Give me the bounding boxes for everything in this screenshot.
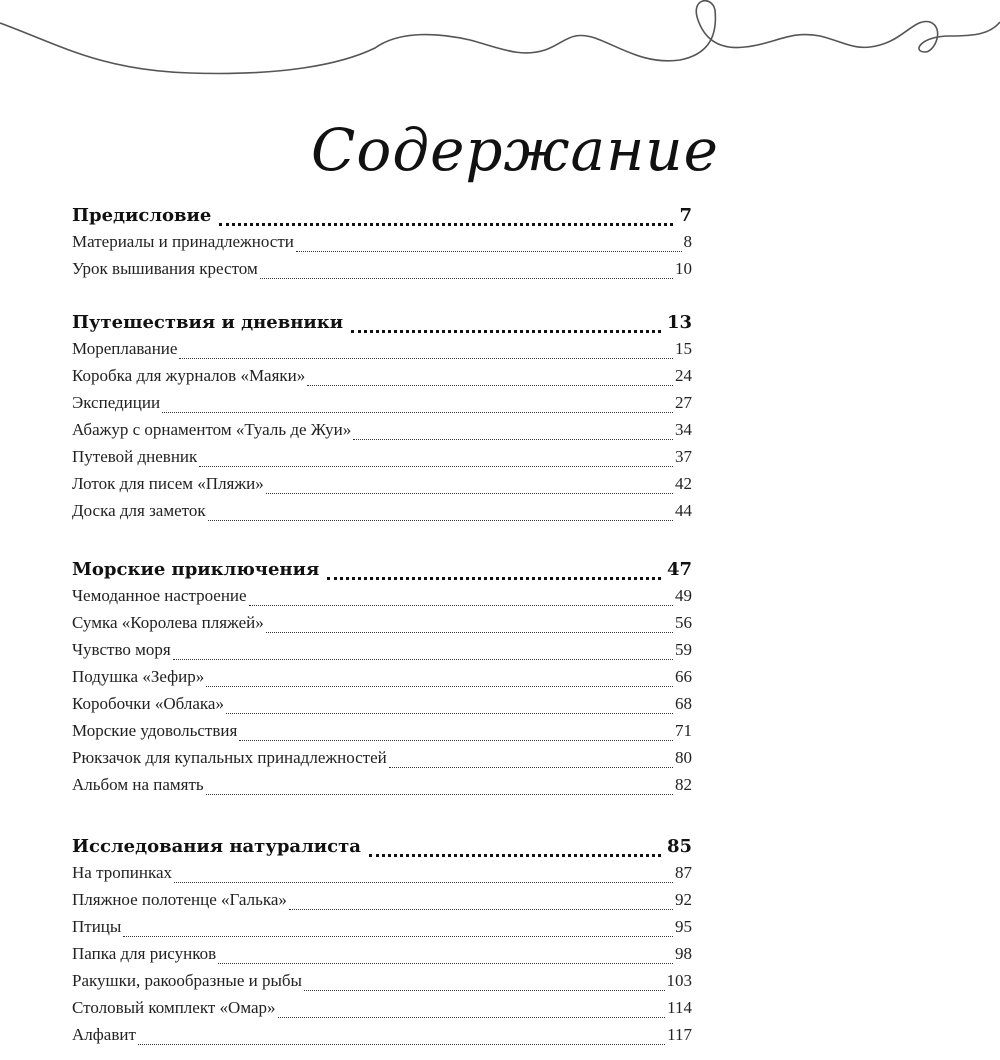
page-number: 15	[675, 339, 692, 358]
decorative-flourish	[0, 0, 1000, 80]
dot-leader	[327, 577, 661, 580]
dot-leader	[353, 439, 673, 440]
dot-leader	[296, 251, 682, 252]
toc-entry[interactable]	[72, 366, 692, 392]
dot-leader	[260, 278, 673, 279]
dot-leader	[206, 794, 673, 795]
dot-leader	[266, 493, 673, 494]
page-number: 59	[675, 640, 692, 659]
toc-entry[interactable]	[72, 863, 692, 889]
entry-title: Морские удовольствия	[72, 721, 238, 740]
toc-section-heading[interactable]	[72, 836, 692, 862]
page-number: 80	[675, 748, 692, 767]
toc-entry[interactable]	[72, 748, 692, 774]
page-number: 103	[666, 971, 692, 990]
toc-entry[interactable]	[72, 613, 692, 639]
entry-title: Морские приключения	[72, 559, 320, 580]
page-number: 98	[675, 944, 692, 963]
entry-title: Путевой дневник	[72, 447, 198, 466]
entry-title: Чувство моря	[72, 640, 171, 659]
dot-leader	[369, 854, 661, 857]
entry-title: Сумка «Королева пляжей»	[72, 613, 264, 632]
toc-section-heading[interactable]	[72, 559, 692, 585]
dot-leader	[249, 605, 673, 606]
toc-entry[interactable]	[72, 944, 692, 970]
toc-entry[interactable]	[72, 447, 692, 473]
entry-title: Доска для заметок	[72, 501, 206, 520]
toc-entry[interactable]	[72, 667, 692, 693]
entry-title: Ракушки, ракообразные и рыбы	[72, 971, 302, 990]
page-number: 82	[675, 775, 692, 794]
entry-title: Папка для рисунков	[72, 944, 217, 963]
toc-entry[interactable]	[72, 501, 692, 527]
dot-leader	[208, 520, 673, 521]
page-number: 24	[675, 366, 692, 385]
dot-leader	[239, 740, 673, 741]
dot-leader	[389, 767, 673, 768]
entry-title: Экспедиции	[72, 393, 161, 412]
page-number: 92	[675, 890, 692, 909]
entry-title: Мореплавание	[72, 339, 178, 358]
page-number: 114	[667, 998, 692, 1017]
entry-title: Предисловие	[72, 205, 212, 226]
entry-title: Подушка «Зефир»	[72, 667, 205, 686]
page-number: 71	[675, 721, 692, 740]
dot-leader	[304, 990, 665, 991]
toc-entry[interactable]	[72, 998, 692, 1024]
page-number: 66	[675, 667, 692, 686]
toc-entry[interactable]	[72, 694, 692, 720]
toc-entry[interactable]	[72, 971, 692, 997]
page-number: 49	[675, 586, 692, 605]
toc-entry[interactable]	[72, 586, 692, 612]
entry-title: Абажур с орнаментом «Туаль де Жуи»	[72, 420, 352, 439]
page-number: 87	[675, 863, 692, 882]
toc-entry[interactable]	[72, 420, 692, 446]
entry-title: Столовый комплект «Омар»	[72, 998, 276, 1017]
page-number: 68	[675, 694, 692, 713]
dot-leader	[226, 713, 673, 714]
entry-title: Чемоданное настроение	[72, 586, 247, 605]
dot-leader	[123, 936, 673, 937]
entry-title: Лоток для писем «Пляжи»	[72, 474, 264, 493]
toc-entry[interactable]	[72, 890, 692, 916]
entry-title: Альбом на память	[72, 775, 204, 794]
dot-leader	[206, 686, 673, 687]
toc-entry[interactable]	[72, 721, 692, 747]
page-number: 42	[675, 474, 692, 493]
entry-title: Рюкзачок для купальных принадлежностей	[72, 748, 387, 767]
entry-title: Коробочки «Облака»	[72, 694, 224, 713]
dot-leader	[199, 466, 673, 467]
entry-title: Путешествия и дневники	[72, 312, 344, 333]
dot-leader	[179, 358, 673, 359]
dot-leader	[162, 412, 673, 413]
page-number: 117	[667, 1025, 692, 1044]
page-number: 95	[675, 917, 692, 936]
toc-entry[interactable]	[72, 917, 692, 943]
dot-leader	[138, 1044, 665, 1045]
entry-title: Коробка для журналов «Маяки»	[72, 366, 306, 385]
dot-leader	[278, 1017, 666, 1018]
page-number: 37	[675, 447, 692, 466]
entry-title: Исследования натуралиста	[72, 836, 361, 857]
dot-leader	[351, 330, 661, 333]
dot-leader	[307, 385, 673, 386]
dot-leader	[266, 632, 673, 633]
entry-title: Урок вышивания крестом	[72, 259, 258, 278]
page-number: 8	[683, 232, 692, 251]
page-number: 10	[675, 259, 692, 278]
toc-entry[interactable]	[72, 393, 692, 419]
entry-title: На тропинках	[72, 863, 173, 882]
toc-entry[interactable]	[72, 1025, 692, 1051]
page-number: 34	[675, 420, 692, 439]
entry-title: Птицы	[72, 917, 122, 936]
entry-title: Материалы и принадлежности	[72, 232, 294, 251]
toc-section-heading[interactable]	[72, 205, 692, 231]
dot-leader	[173, 659, 673, 660]
page-number: 27	[675, 393, 692, 412]
entry-title: Алфавит	[72, 1025, 136, 1044]
page-number: 44	[675, 501, 692, 520]
page-number: 13	[666, 312, 692, 333]
toc-entry[interactable]	[72, 640, 692, 666]
toc-entry[interactable]	[72, 232, 692, 258]
page-title: Содержание	[311, 116, 719, 184]
page-number: 56	[675, 613, 692, 632]
dot-leader	[218, 963, 673, 964]
page-number: 47	[666, 559, 692, 580]
toc-entry[interactable]	[72, 259, 692, 285]
page-number: 7	[679, 205, 692, 226]
dot-leader	[219, 223, 673, 226]
dot-leader	[174, 882, 673, 883]
page-number: 85	[666, 836, 692, 857]
dot-leader	[289, 909, 673, 910]
toc-entry[interactable]	[72, 775, 692, 801]
toc-entry[interactable]	[72, 474, 692, 500]
toc-entry[interactable]	[72, 339, 692, 365]
toc-section-heading[interactable]	[72, 312, 692, 338]
entry-title: Пляжное полотенце «Галька»	[72, 890, 287, 909]
